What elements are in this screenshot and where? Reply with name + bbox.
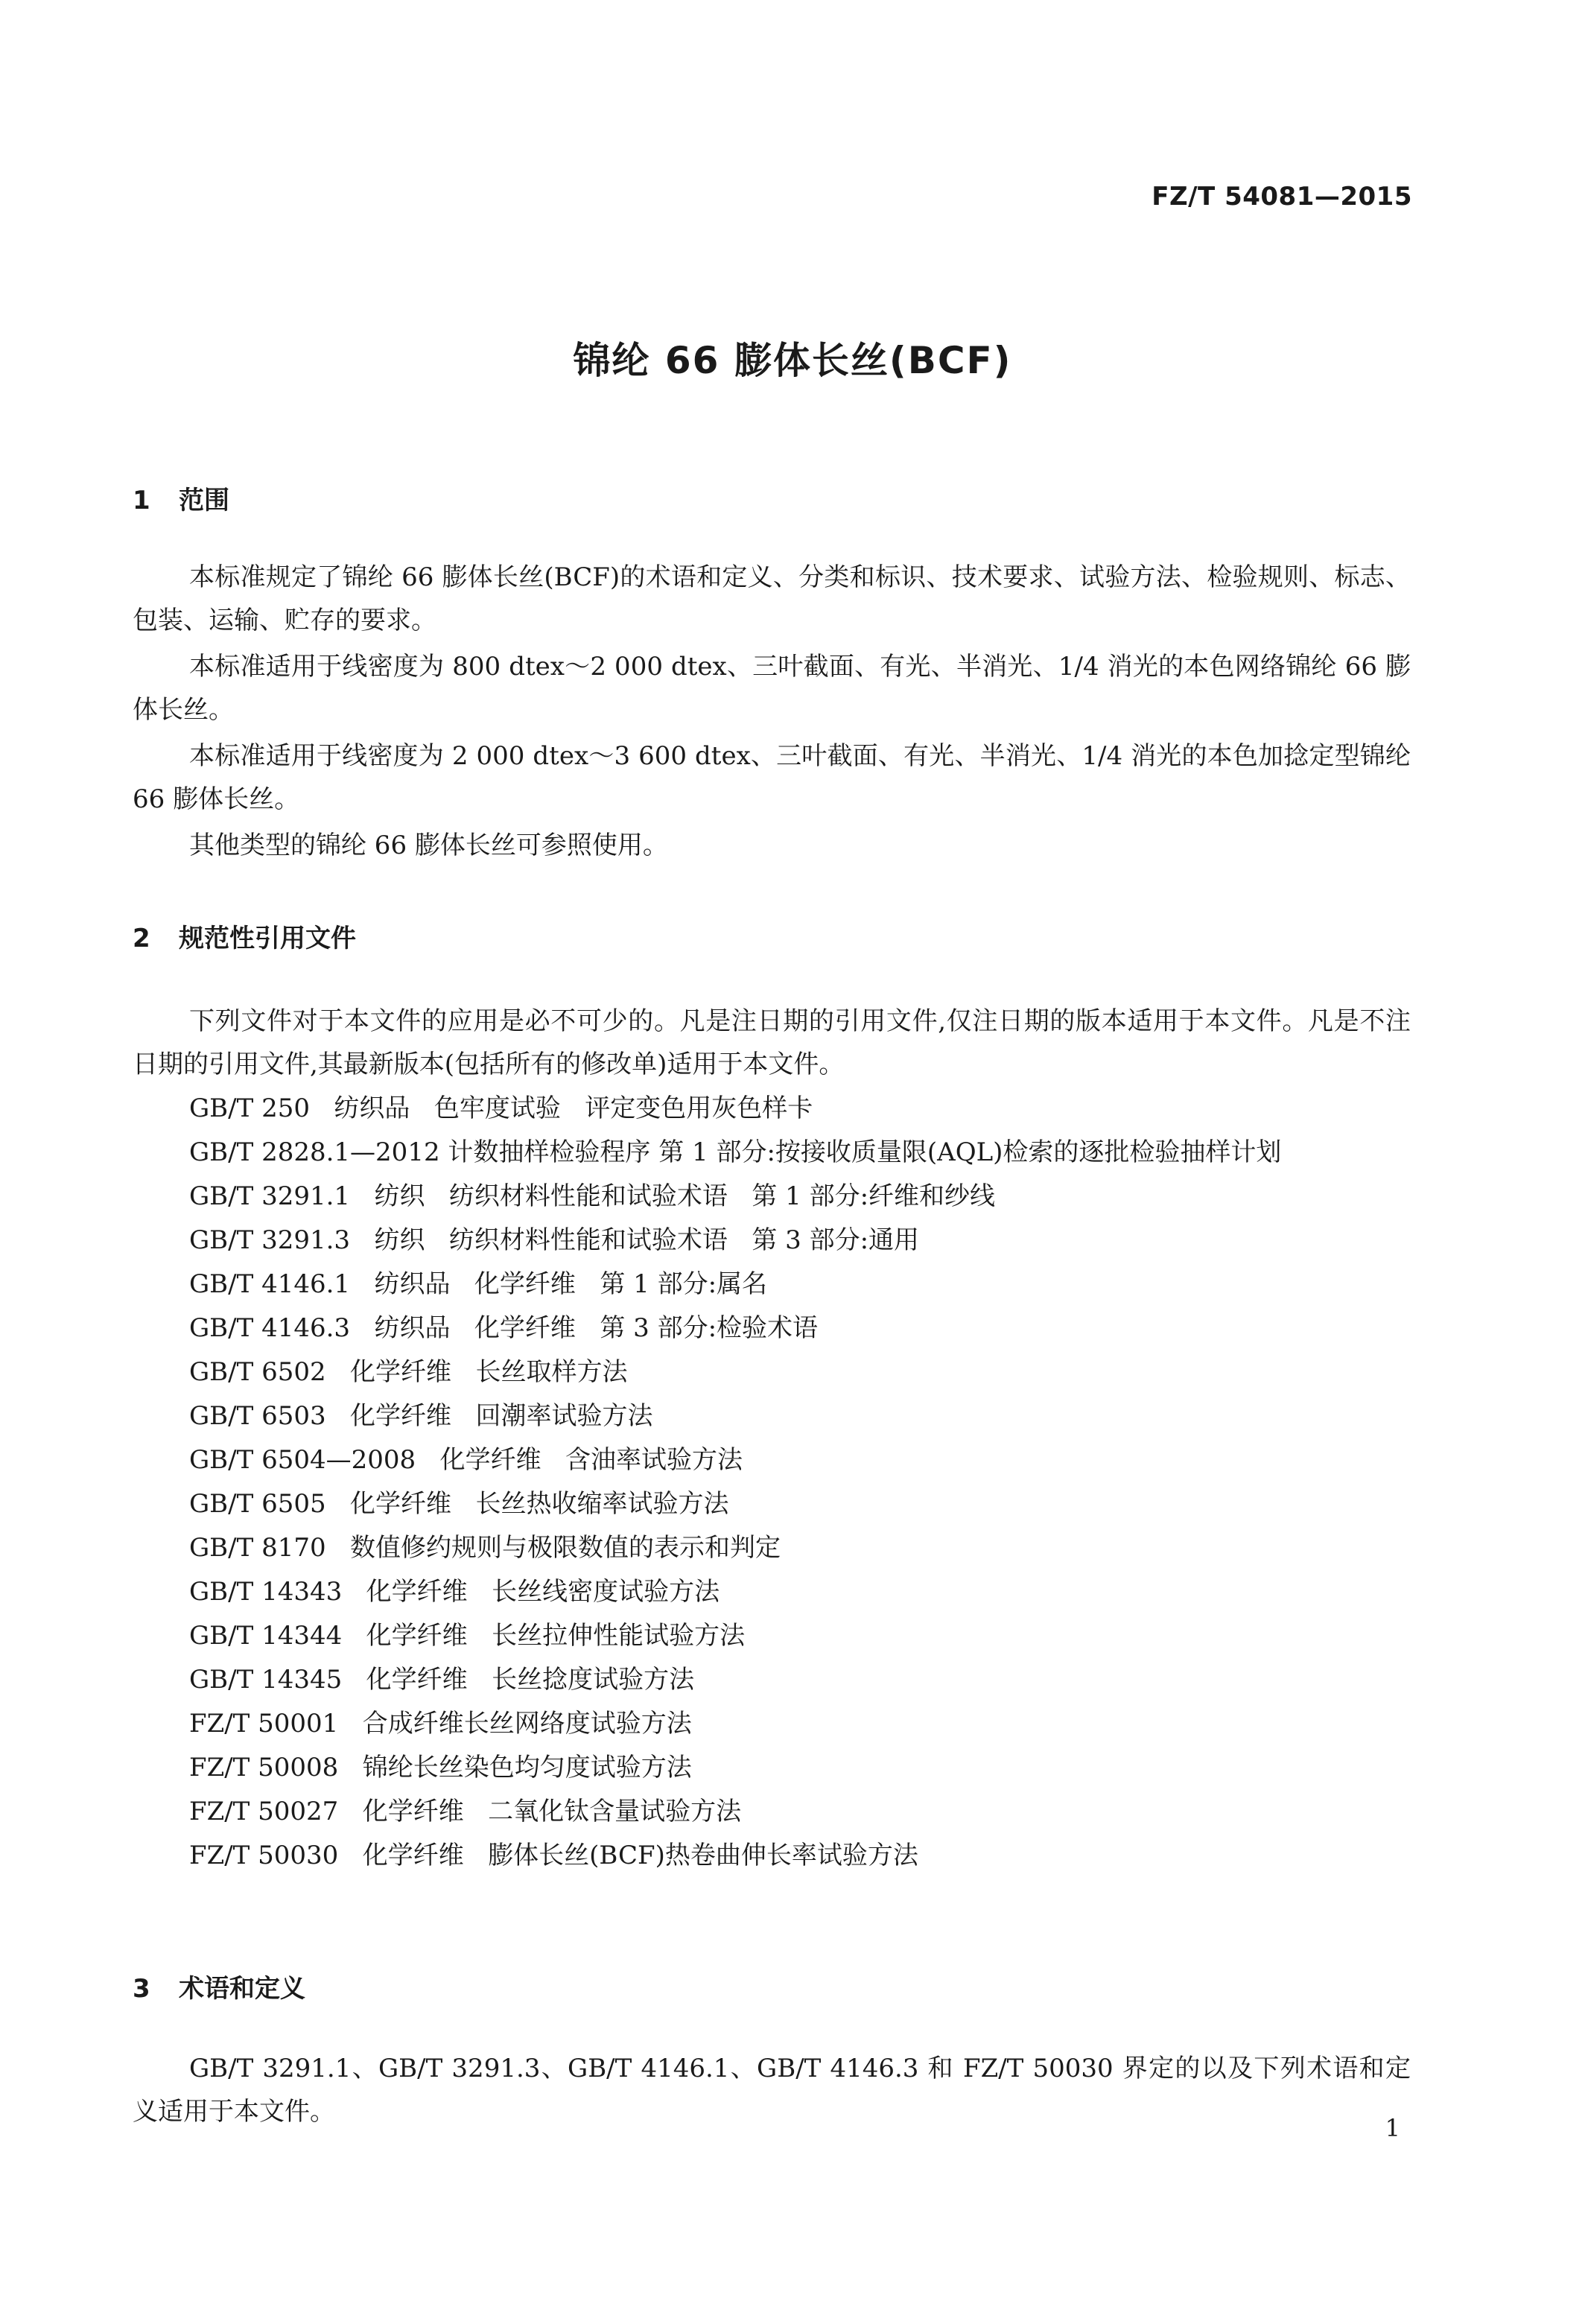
section-3-title: 术语和定义 — [179, 1974, 305, 2004]
section-3-intro: GB/T 3291.1、GB/T 3291.3、GB/T 4146.1、GB/T 4146.3 和 FZ/T 50030 界定的以及下列术语和定义适用于本文件。 — [133, 2054, 1411, 2127]
section-3-number: 3 — [133, 1974, 150, 2004]
section-1-paragraph: 本标准规定了锦纶 66 膨体长丝(BCF)的术语和定义、分类和标识、技术要求、试验方法、检验规则、标志、包装、运输、贮存的要求。 — [133, 562, 1411, 635]
reference-item: GB/T 6504—2008 化学纤维 含油率试验方法 — [189, 1445, 743, 1475]
section-2-number: 2 — [133, 924, 150, 953]
reference-item: FZ/T 50030 化学纤维 膨体长丝(BCF)热卷曲伸长率试验方法 — [189, 1841, 918, 1870]
reference-item: GB/T 6505 化学纤维 长丝热收缩率试验方法 — [189, 1489, 729, 1519]
reference-item: GB/T 3291.1 纺织 纺织材料性能和试验术语 第 1 部分:纤维和纱线 — [189, 1181, 996, 1211]
section-1-heading — [133, 480, 229, 516]
reference-item: GB/T 4146.1 纺织品 化学纤维 第 1 部分:属名 — [189, 1269, 768, 1299]
section-1-title: 范围 — [179, 486, 229, 515]
reference-item: GB/T 250 纺织品 色牢度试验 评定变色用灰色样卡 — [189, 1093, 813, 1123]
reference-item: GB/T 14345 化学纤维 长丝捻度试验方法 — [189, 1665, 695, 1695]
section-1-number: 1 — [133, 486, 150, 515]
section-3-heading — [133, 1968, 305, 2004]
page-number: 1 — [1385, 2114, 1400, 2142]
document-title: 锦纶 66 膨体长丝(BCF) — [573, 339, 1012, 382]
section-1-paragraph: 本标准适用于线密度为 2 000 dtex～3 600 dtex、三叶截面、有光、半消光、1/4 消光的本色加捻定型锦纶 66 膨体长丝。 — [133, 741, 1411, 814]
reference-list — [133, 1087, 1411, 1878]
section-2-heading — [133, 918, 356, 954]
reference-item: GB/T 3291.3 纺织 纺织材料性能和试验术语 第 3 部分:通用 — [189, 1225, 920, 1255]
reference-item: FZ/T 50008 锦纶长丝染色均匀度试验方法 — [189, 1753, 692, 1782]
section-1-paragraph: 其他类型的锦纶 66 膨体长丝可参照使用。 — [189, 831, 668, 860]
reference-item: FZ/T 50001 合成纤维长丝网络度试验方法 — [189, 1709, 692, 1739]
standard-code: FZ/T 54081—2015 — [1152, 182, 1412, 212]
reference-item: GB/T 4146.3 纺织品 化学纤维 第 3 部分:检验术语 — [189, 1313, 819, 1343]
reference-item: FZ/T 50027 化学纤维 二氧化钛含量试验方法 — [189, 1797, 742, 1826]
reference-item: GB/T 14344 化学纤维 长丝拉伸性能试验方法 — [189, 1621, 746, 1651]
section-2-title: 规范性引用文件 — [179, 924, 356, 953]
reference-item: GB/T 14343 化学纤维 长丝线密度试验方法 — [189, 1577, 720, 1607]
reference-item: GB/T 2828.1—2012 计数抽样检验程序 第 1 部分:按接收质量限(AQL)检索的逐批检验抽样计划 — [189, 1137, 1282, 1167]
reference-item: GB/T 6502 化学纤维 长丝取样方法 — [189, 1357, 628, 1387]
section-2-intro: 下列文件对于本文件的应用是必不可少的。凡是注日期的引用文件,仅注日期的版本适用于本文件。凡是不注日期的引用文件,其最新版本(包括所有的修改单)适用于本文件。 — [133, 1006, 1411, 1079]
reference-item: GB/T 8170 数值修约规则与极限数值的表示和判定 — [189, 1533, 781, 1563]
reference-item: GB/T 6503 化学纤维 回潮率试验方法 — [189, 1401, 653, 1431]
section-1-paragraph: 本标准适用于线密度为 800 dtex～2 000 dtex、三叶截面、有光、半消光、1/4 消光的本色网络锦纶 66 膨体长丝。 — [133, 652, 1411, 725]
